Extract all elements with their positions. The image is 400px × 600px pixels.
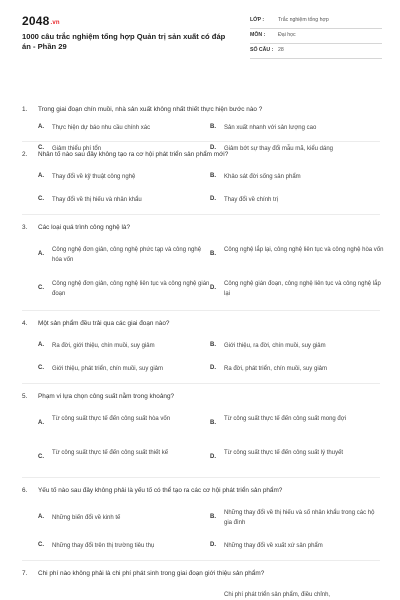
option-letter: A. (38, 251, 44, 257)
option-text: Thay đổi về chính trị (224, 197, 279, 203)
option-letter: C. (38, 365, 44, 371)
logo-main: 2048 (22, 14, 50, 28)
option-letter: D. (210, 542, 216, 548)
meta-label: SỐ CÂU : (250, 47, 274, 53)
question-number: 4. (22, 320, 28, 327)
question-divider (22, 477, 380, 478)
meta-row-subject (250, 29, 382, 44)
option-letter: A. (38, 124, 44, 130)
meta-row-count (250, 44, 382, 59)
question-divider (22, 141, 380, 142)
question-number: 7. (22, 570, 28, 577)
question-text: Chi phí nào không phải là chi phí phát sinh trong giai đoạn giới thiệu sản phẩm? (38, 570, 265, 577)
option-text: Khảo sát đời sống sản phẩm (224, 174, 301, 180)
option-letter: C. (38, 145, 44, 151)
question-number: 1. (22, 106, 28, 113)
question-number: 6. (22, 487, 28, 494)
option-text: Công nghệ đơn giản, công nghệ liên tục và công nghệ gián đoạn (52, 281, 210, 297)
option-letter: B. (210, 420, 216, 426)
question-number: 2. (22, 151, 28, 158)
question-text: Phạm vi lựa chọn công suất nằm trong khoảng? (38, 393, 175, 400)
option-text: Từ công suất thực tế đến công suất lý thuyết (224, 450, 344, 456)
option-text: Giới thiệu, ra đời, chín muồi, suy giảm (224, 343, 326, 349)
option-text: Những thay đổi về thị hiếu và số nhân khẩu trong các hộ gia đình (224, 510, 375, 526)
option-letter: A. (38, 173, 44, 179)
option-text: Giảm bớt sự thay đổi mẫu mã, kiểu dáng (224, 146, 334, 152)
question-divider (22, 310, 380, 311)
option-letter: D. (210, 365, 216, 371)
option-text: Giới thiệu, phát triển, chín muồi, suy giảm (52, 366, 163, 372)
option-text: Ra đời, phát triển, chín muồi, suy giảm (224, 366, 327, 372)
option-text: Những thay đổi trên thị trường tiêu thụ (52, 543, 155, 549)
question-divider (22, 214, 380, 215)
document-header (22, 14, 382, 60)
question-text: Một sản phẩm đều trải qua các giai đoạn nào? (38, 320, 170, 327)
option-letter: D. (210, 145, 216, 151)
logo-suffix: .vn (50, 20, 60, 26)
meta-row-class (250, 14, 382, 29)
option-letter: B. (210, 124, 216, 130)
option-letter: C. (38, 196, 44, 202)
option-text: Công nghệ lắp lại, công nghệ liên tục và công nghệ hòa vốn (224, 247, 384, 253)
option-text: Công nghệ đơn giản, công nghệ phức tạp và công nghệ hóa vốn (52, 247, 202, 263)
question-number: 3. (22, 224, 28, 231)
question-text: Trong giai đoạn chín muồi, nhà sản xuất không nhất thiết thực hiện bước nào ? (38, 106, 263, 113)
site-logo[interactable] (22, 14, 60, 28)
meta-label: LỚP : (250, 17, 265, 23)
option-text: Những biến đổi về kinh tế (52, 515, 121, 521)
option-letter: B. (210, 251, 216, 257)
option-letter: B. (210, 342, 216, 348)
meta-value: Đại học (278, 32, 296, 38)
question-text: Nhân tố nào sau đây không tạo ra cơ hội phát triển sản phẩm mới? (38, 151, 229, 158)
option-letter: A. (38, 514, 44, 520)
meta-value: 28 (278, 47, 284, 53)
option-text: Thay đổi về kỹ thuật công nghệ (52, 174, 136, 180)
option-text: Giảm thiểu phí tổn (52, 146, 102, 152)
document-meta (250, 14, 382, 59)
question-divider (22, 383, 380, 384)
option-letter: D. (210, 285, 216, 291)
option-text: Từ công suất thực tế đến công suất thiết kế (52, 450, 169, 456)
option-text: Từ công suất thực tế đến công suất mong đợi (224, 416, 347, 422)
option-text: Từ công suất thực tế đến công suất hòa vốn (52, 416, 171, 422)
option-text: Thực hiện dự báo nhu cầu chính xác (52, 125, 151, 131)
meta-value: Trắc nghiệm tổng hợp (278, 17, 329, 23)
option-letter: B. (210, 514, 216, 520)
question-text: Yếu tố nào sau đây không phải là yếu tố có thể tạo ra các cơ hội phát triển sản phẩm? (38, 487, 283, 494)
option-letter: C. (38, 285, 44, 291)
option-text: Thay đổi về thị hiếu và nhân khẩu (52, 197, 142, 203)
option-text: Những thay đổi về xuất xứ sản phẩm (224, 543, 323, 549)
option-letter: B. (210, 173, 216, 179)
option-text: Sản xuất nhanh với sản lượng cao (224, 125, 317, 131)
question-number: 5. (22, 393, 28, 400)
option-text: Công nghệ gián đoạn, công nghệ liên tục và công nghệ lắp lại (224, 281, 381, 297)
option-text: Ra đời, giới thiệu, chín muồi, suy giảm (52, 343, 155, 349)
option-letter: D. (210, 454, 216, 460)
option-letter: A. (38, 420, 44, 426)
question-divider (22, 560, 380, 561)
question-text: Các loại quá trình công nghệ là? (38, 224, 131, 231)
option-letter: A. (38, 342, 44, 348)
option-letter: C. (38, 542, 44, 548)
option-text: Chi phí phát triển sản phẩm, điều chỉnh, (224, 592, 331, 598)
option-letter: C. (38, 454, 44, 460)
meta-label: MÔN : (250, 32, 266, 38)
option-letter: D. (210, 196, 216, 202)
document-title: 1000 câu trắc nghiệm tổng hợp Quản trị sản xuất có đáp án - Phần 29 (22, 32, 226, 51)
